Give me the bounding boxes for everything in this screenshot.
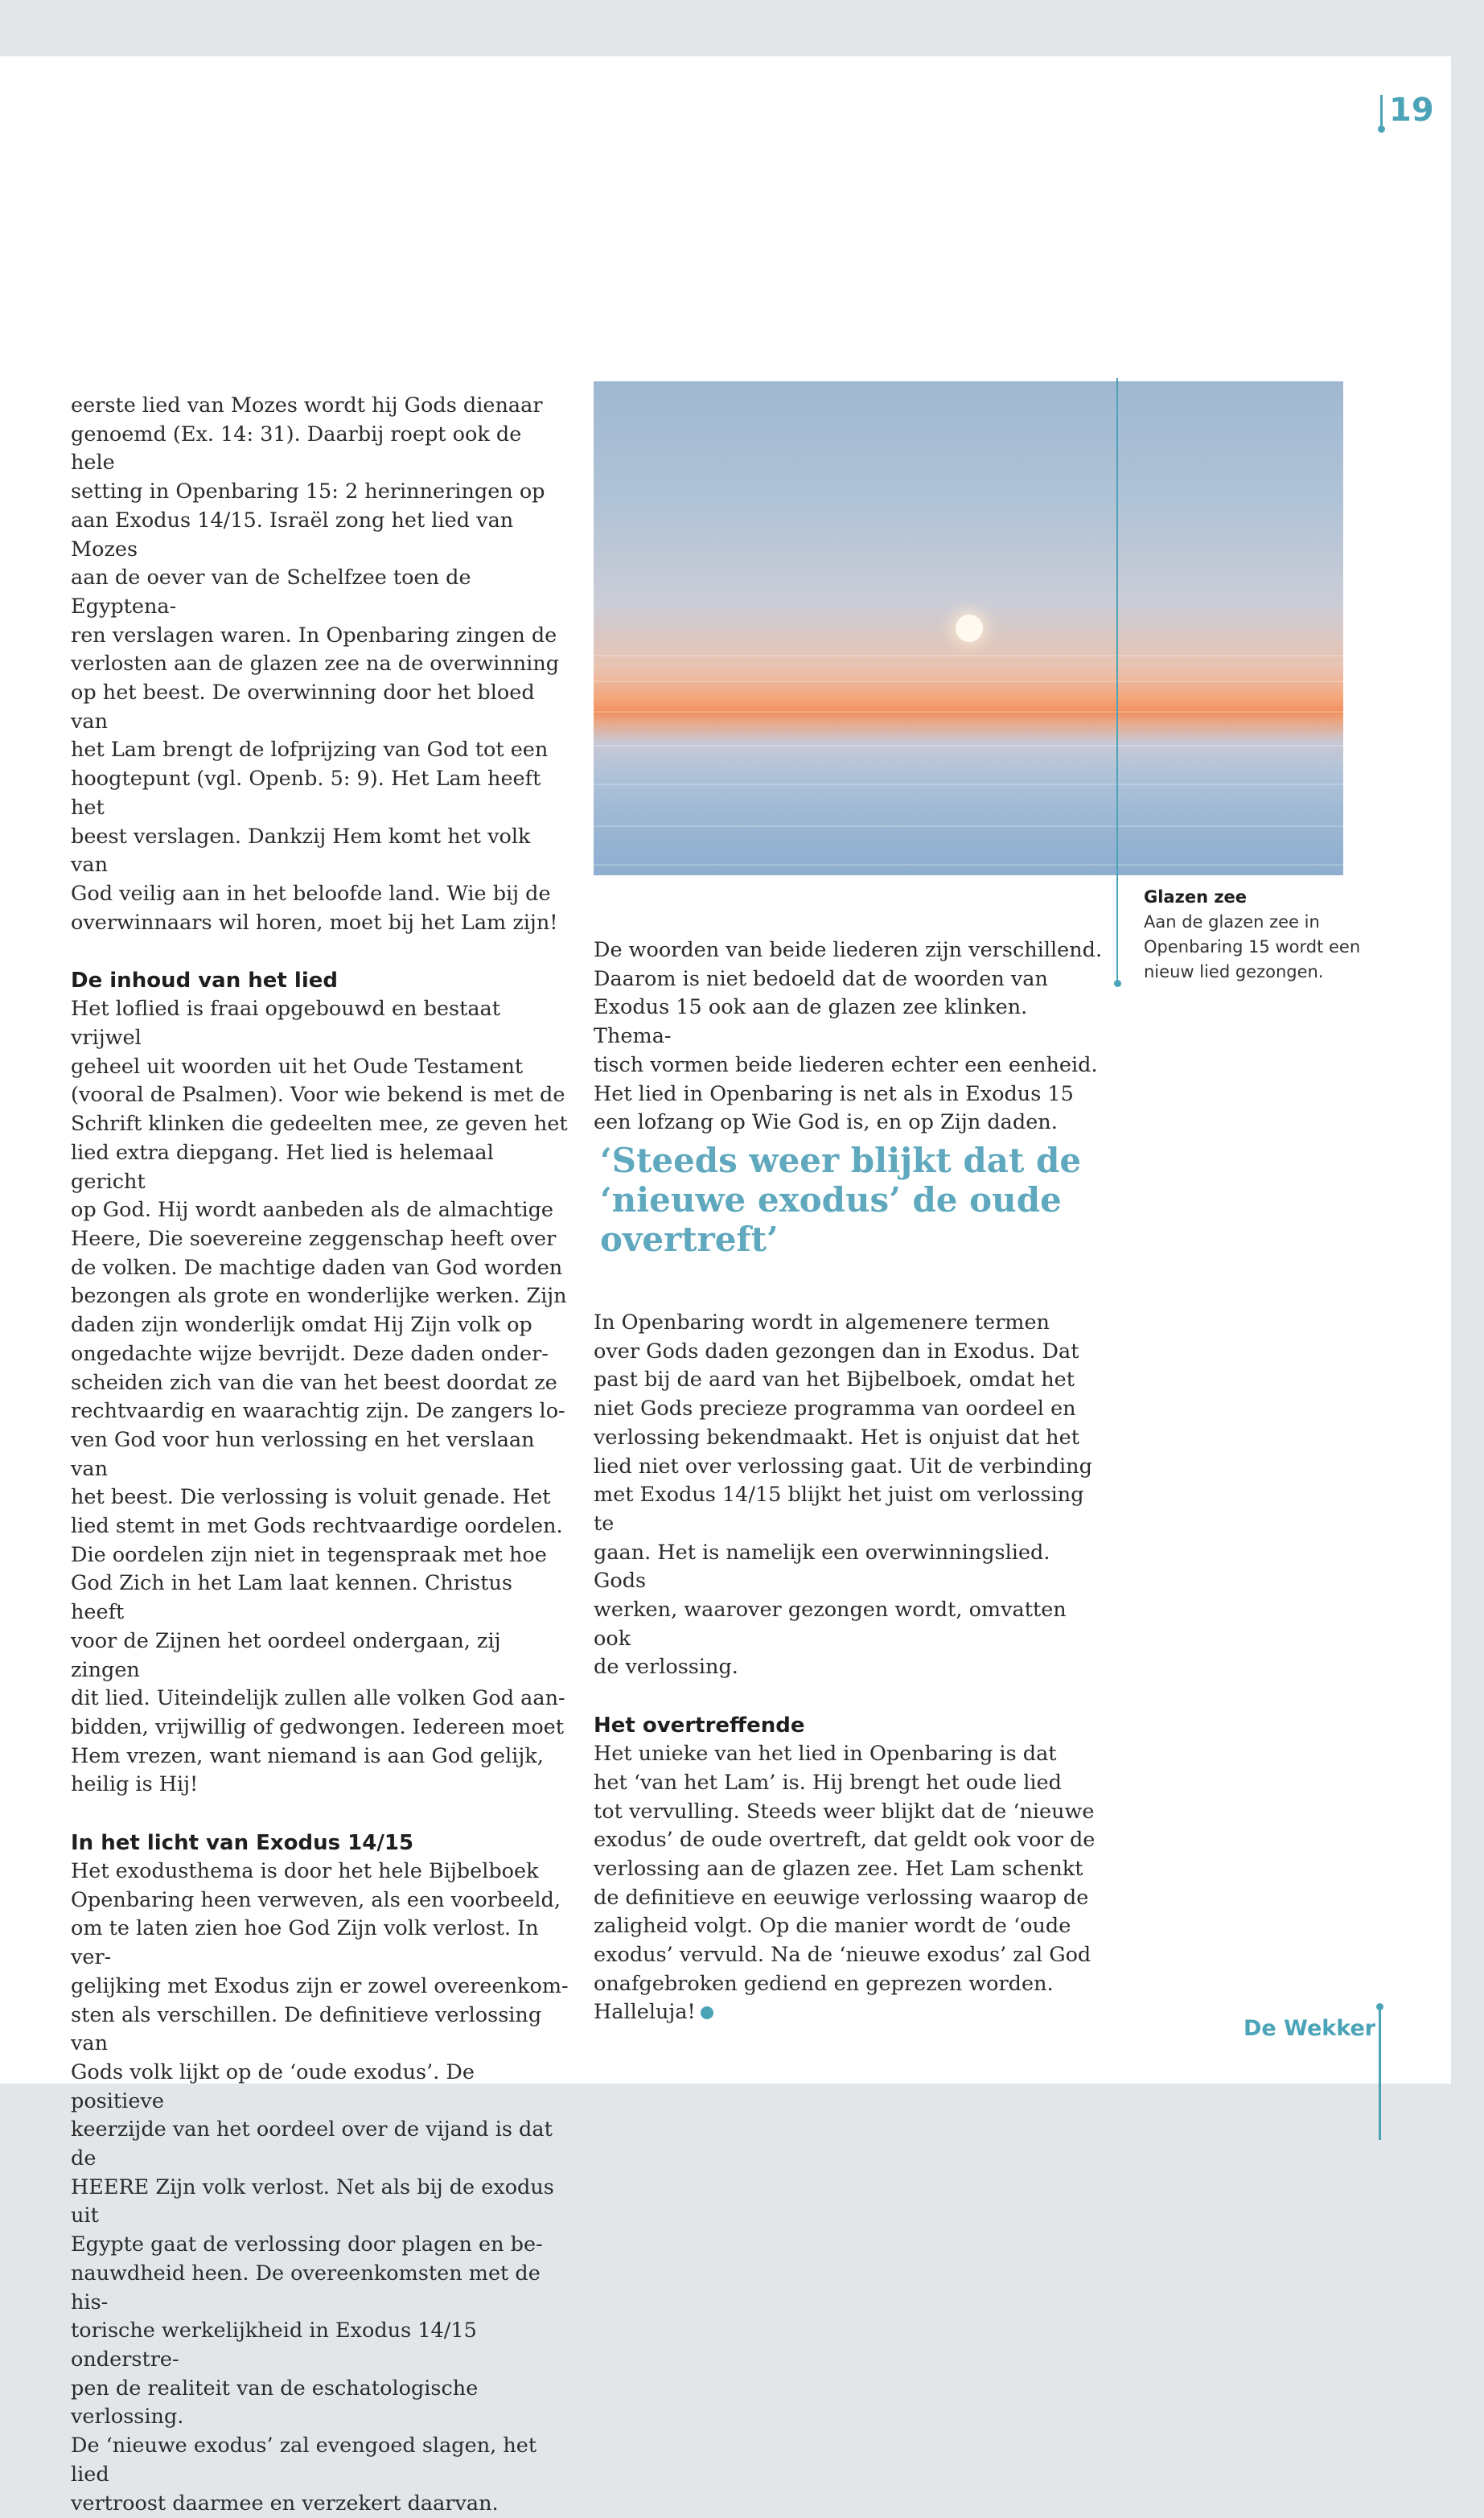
text-line: pen de realiteit van de eschatologische verlossing. — [71, 2376, 479, 2430]
text-line: Daarom is niet bedoeld dat de woorden van — [594, 966, 1048, 991]
pull-quote-line: ‘nieuwe exodus’ de oude — [600, 1180, 1062, 1220]
text-line: hoogtepunt (vgl. Openb. 5: 9). Het Lam heeft het — [71, 767, 541, 820]
text-line: de volken. De machtige daden van God worden — [71, 1255, 563, 1280]
text-line: eerste lied van Mozes wordt hij Gods dienaar — [71, 393, 543, 418]
text-line: om te laten zien hoe God Zijn volk verlost. In ver- — [71, 1916, 539, 1970]
end-mark-dot — [701, 2006, 713, 2019]
text-line: lied stemt in met Gods rechtvaardige oordelen. — [71, 1514, 563, 1539]
photo-caption — [1144, 885, 1385, 985]
text-line: (vooral de Psalmen). Voor wie bekend is met de — [71, 1083, 565, 1108]
text-line: een lofzang op Wie God is, en op Zijn daden. — [594, 1110, 1058, 1135]
text-line: keerzijde van het oordeel over de vijand is dat de — [71, 2117, 553, 2171]
text-line: Schrift klinken die gedeelten mee, ze geven het — [71, 1112, 568, 1137]
text-line: torische werkelijkheid in Exodus 14/15 onderstre- — [71, 2318, 477, 2372]
text-line: de verlossing. — [594, 1655, 738, 1680]
section-heading-overtreffende: Het overtreffende — [594, 1714, 805, 1738]
caption-rule — [1116, 378, 1118, 985]
pull-quote-line: overtreft’ — [600, 1220, 779, 1259]
caption-line: Openbaring 15 wordt een — [1144, 937, 1361, 957]
text-line: dit lied. Uiteindelijk zullen alle volken God aan- — [71, 1686, 565, 1711]
text-line: Het loflied is fraai opgebouwd en bestaat vrijwel — [71, 997, 500, 1051]
text-line: gaan. Het is namelijk een overwinningslied. Gods — [594, 1540, 1050, 1594]
text-line: zaligheid volgt. Op die manier wordt de ‘oude — [594, 1914, 1071, 1939]
paragraph-algemenere — [594, 1309, 1108, 1682]
page-number-rule — [1380, 95, 1383, 129]
text-line: Heere, Die soevereine zeggenschap heeft over — [71, 1226, 557, 1251]
text-line: aan Exodus 14/15. Israël zong het lied van Mozes — [71, 508, 514, 562]
text-line: De woorden van beide liederen zijn verschillend. — [594, 938, 1103, 962]
text-line: gelijking met Exodus zijn er zowel overeenkom- — [71, 1973, 569, 1998]
text-line: over Gods daden gezongen dan in Exodus. Dat — [594, 1339, 1079, 1364]
text-line: Het lied in Openbaring is net als in Exodus 15 — [594, 1081, 1074, 1106]
text-line: vertroost daarmee en verzekert daarvan. — [71, 2491, 499, 2516]
text-line: Het exodusthema is door het hele Bijbelboek — [71, 1859, 539, 1884]
text-line: met Exodus 14/15 blijkt het juist om verlossing te — [594, 1483, 1084, 1536]
text-line: In Openbaring wordt in algemenere termen — [594, 1310, 1050, 1335]
footer-rule — [1379, 2006, 1381, 2140]
text-line: op God. Hij wordt aanbeden als de almachtige — [71, 1198, 554, 1223]
closing-word: Halleluja! — [594, 2000, 696, 2025]
right-column-top — [594, 936, 1108, 1138]
caption-rule-dot — [1114, 980, 1121, 987]
left-column — [71, 392, 569, 2518]
text-line: Egypte gaat de verlossing door plagen en be- — [71, 2232, 543, 2257]
text-line: lied extra diepgang. Het lied is helemaal gericht — [71, 1140, 494, 1194]
text-line: Exodus 15 ook aan de glazen zee klinken. Thema- — [594, 995, 1028, 1049]
text-line: exodus’ de oude overtreft, dat geldt ook voor de — [594, 1828, 1096, 1853]
text-line: God Zich in het Lam laat kennen. Christus heeft — [71, 1571, 512, 1625]
text-line: heilig is Hij! — [71, 1772, 199, 1797]
text-line: tisch vormen beide liederen echter een eenheid. — [594, 1052, 1098, 1077]
text-line: op het beest. De overwinning door het bloed van — [71, 681, 535, 734]
text-line: verlosten aan de glazen zee na de overwinning — [71, 652, 560, 677]
right-column-bottom — [594, 1309, 1108, 2027]
text-line — [594, 1998, 1108, 2027]
text-line: de definitieve en eeuwige verlossing waarop de — [594, 1885, 1089, 1910]
text-line: geheel uit woorden uit het Oude Testament — [71, 1054, 524, 1079]
text-line: Gods volk lijkt op de ‘oude exodus’. De positieve — [71, 2059, 475, 2113]
text-line: exodus’ vervuld. Na de ‘nieuwe exodus’ zal God — [594, 1943, 1091, 1968]
caption-line: nieuw lied gezongen. — [1144, 962, 1324, 981]
page-number: 19 — [1389, 92, 1434, 129]
text-line: overwinnaars wil horen, moet bij het Lam zijn! — [71, 910, 558, 935]
text-line: het beest. Die verlossing is voluit genade. Het — [71, 1485, 551, 1510]
text-line: werken, waarover gezongen wordt, omvatten ook — [594, 1598, 1067, 1651]
text-line: bezongen als grote en wonderlijke werken. Zijn — [71, 1284, 567, 1309]
section-exodus-paragraph — [71, 1858, 569, 2518]
caption-title: Glazen zee — [1144, 887, 1248, 907]
text-line: verlossing aan de glazen zee. Het Lam schenkt — [594, 1856, 1083, 1881]
text-line: lied niet over verlossing gaat. Uit de verbinding — [594, 1454, 1092, 1479]
text-line: nauwdheid heen. De overeenkomsten met de his- — [71, 2261, 541, 2314]
text-line: ren verslagen waren. In Openbaring zingen de — [71, 623, 557, 648]
text-line: Die oordelen zijn niet in tegenspraak met hoe — [71, 1542, 547, 1567]
sunset-sea-photo — [594, 381, 1343, 875]
text-line: voor de Zijnen het oordeel ondergaan, zij zingen — [71, 1628, 501, 1682]
text-line: sten als verschillen. De definitieve verlossing van — [71, 2002, 542, 2056]
text-line: aan de oever van de Schelfzee toen de Egyptena- — [71, 566, 471, 619]
text-line: onafgebroken gediend en geprezen worden. — [594, 1971, 1054, 1996]
page-number-dot — [1378, 125, 1385, 133]
caption-line: Aan de glazen zee in — [1144, 912, 1320, 932]
text-line: ven God voor hun verlossing en het verslaan van — [71, 1427, 535, 1481]
paragraph-overtreffende — [594, 1740, 1108, 2027]
text-line: scheiden zich van die van het beest doordat ze — [71, 1370, 557, 1395]
section-heading-inhoud: De inhoud van het lied — [71, 969, 338, 994]
text-line: HEERE Zijn volk verlost. Net als bij de exodus uit — [71, 2174, 554, 2228]
text-line: daden zijn wonderlijk omdat Hij Zijn volk op — [71, 1313, 532, 1338]
text-line: God veilig aan in het beloofde land. Wie bij de — [71, 881, 551, 906]
text-line: het Lam brengt de lofprijzing van God tot een — [71, 738, 549, 763]
text-line: het ‘van het Lam’ is. Hij brengt het oude lied — [594, 1770, 1062, 1795]
section-inhoud-paragraph — [71, 995, 569, 1800]
pull-quote — [600, 1141, 1099, 1259]
sun — [956, 615, 983, 642]
text-line: bidden, vrijwillig of gedwongen. Iedereen moet — [71, 1714, 565, 1739]
magazine-title: De Wekker — [1244, 2016, 1376, 2041]
text-line: niet Gods precieze programma van oordeel en — [594, 1397, 1076, 1422]
intro-paragraph — [71, 392, 569, 937]
text-line: Het unieke van het lied in Openbaring is dat — [594, 1742, 1057, 1767]
pull-quote-line: ‘Steeds weer blijkt dat de — [600, 1141, 1082, 1180]
text-line: ongedachte wijze bevrijdt. Deze daden onder- — [71, 1341, 549, 1366]
section-heading-exodus: In het licht van Exodus 14/15 — [71, 1831, 414, 1856]
text-line: past bij de aard van het Bijbelboek, omdat het — [594, 1368, 1075, 1393]
text-line: setting in Openbaring 15: 2 herinneringen op — [71, 479, 545, 504]
text-line: De ‘nieuwe exodus’ zal evengoed slagen, het lied — [71, 2434, 537, 2487]
text-line: beest verslagen. Dankzij Hem komt het volk van — [71, 824, 531, 878]
text-line: genoemd (Ex. 14: 31). Daarbij roept ook de hele — [71, 422, 522, 475]
text-line: verlossing bekendmaakt. Het is onjuist dat het — [594, 1425, 1079, 1450]
text-line: Openbaring heen verweven, als een voorbeeld, — [71, 1887, 561, 1912]
text-line: tot vervulling. Steeds weer blijkt dat de ‘nieuwe — [594, 1799, 1095, 1824]
text-line: Hem vrezen, want niemand is aan God gelijk, — [71, 1743, 544, 1768]
text-line: rechtvaardig en waarachtig zijn. De zangers lo- — [71, 1399, 565, 1424]
